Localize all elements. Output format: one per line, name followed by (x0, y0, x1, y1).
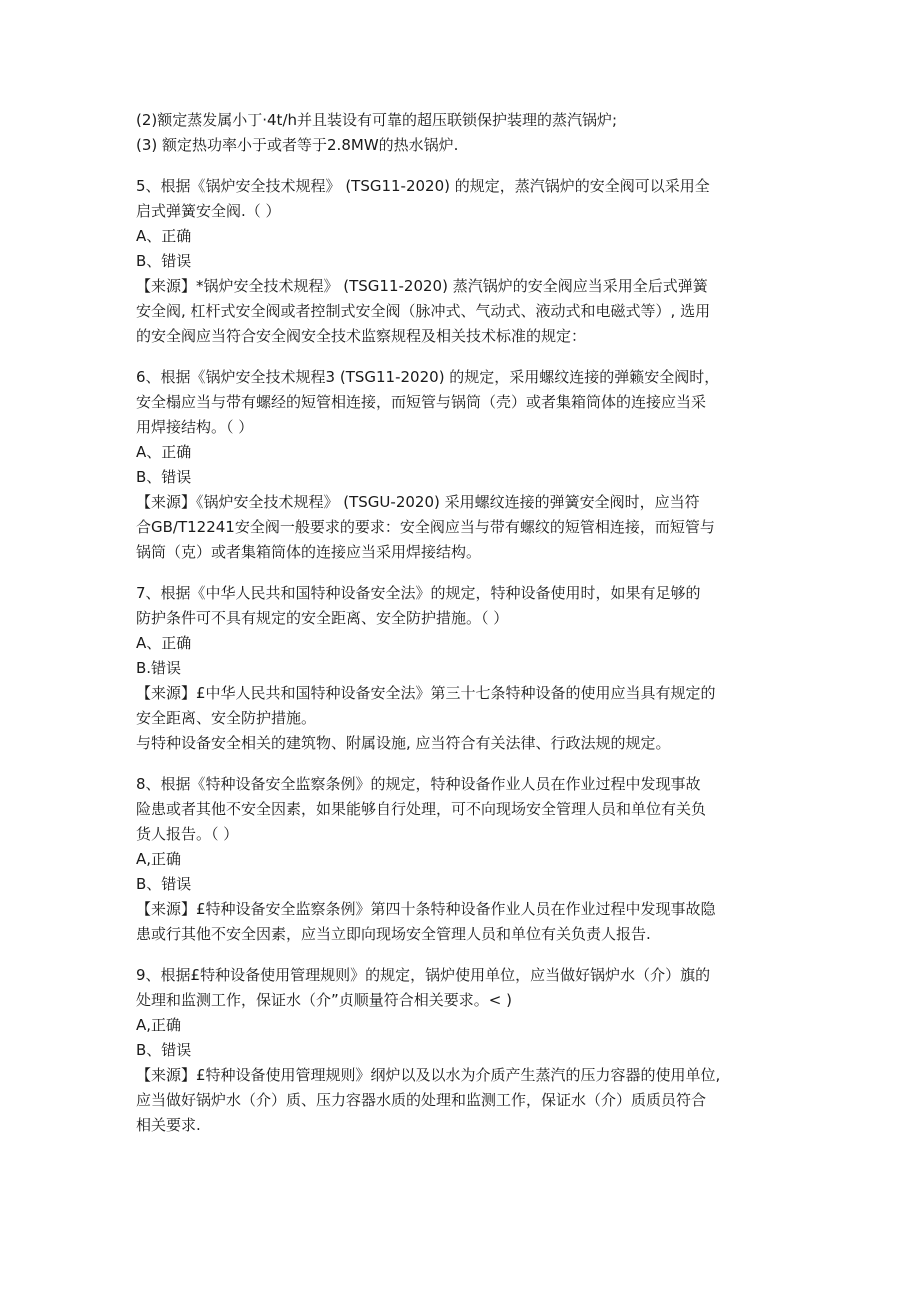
option-a: A、正确 (136, 443, 192, 461)
intro-line: (3) 额定热功率小于或者等于2.8MW的热水锅炉. (136, 136, 459, 154)
option-b: B、错误 (136, 468, 192, 486)
question-text: 防护条件可不具有规定的安全距离、安全防护措施。（ ） (136, 609, 509, 627)
question-5 (136, 174, 796, 349)
question-text: 启式弹簧安全阀.（ ） (136, 202, 281, 220)
option-b: B、错误 (136, 1041, 192, 1059)
question-text: 用焊接结构。（ ） (136, 418, 254, 436)
intro-line: (2)额定蒸发属小丁·4t/h并且装设有可靠的超压联锁保护装理的蒸汽锅炉; (136, 111, 618, 129)
question-text: 处理和监测工作，保证水（介”贞顺量符合相关要求。< ) (136, 991, 512, 1009)
question-9 (136, 963, 796, 1138)
source-text: 相关要求. (136, 1116, 201, 1134)
question-8 (136, 772, 796, 947)
question-text: 8、根据《特种设备安全监察条例》的规定，特种设备作业人员在作业过程中发现事故 (136, 775, 701, 793)
question-text: 险患或者其他不安全因素，如果能够自行处理，可不向现场安全管理人员和单位有关负 (136, 800, 707, 818)
option-a: A、正确 (136, 634, 192, 652)
question-text: 6、根据《锅炉安全技术规程3 (TSG11-2020) 的规定，采用螺纹连接的弹籁安全阀时， (136, 368, 720, 386)
source-text: 【来源】£中华人民共和国特种设备安全法》第三十七条特种设备的使用应当具有规定的 (136, 684, 716, 702)
source-text: 的安全阀应当符合安全阀安全技术监察规程及相关技术标准的规定： (136, 327, 587, 345)
intro-block (136, 108, 796, 158)
question-text: 5、根据《锅炉安全技术规程》 (TSG11-2020) 的规定，蒸汽锅炉的安全阀可以采用全 (136, 177, 710, 195)
question-text: 9、根据£特种设备使用管理规则》的规定，锅炉使用单位，应当做好锅炉水（介）旗的 (136, 966, 711, 984)
source-text: 锅筒（克）或者集箱筒体的连接应当采用焊接结构。 (136, 543, 482, 561)
source-text: 【来源】《锅炉安全技术规程》 (TSGU-2020) 采用螺纹连接的弹簧安全阀时，应当符 (136, 493, 700, 511)
source-text: 与特种设备安全相关的建筑物、附属设施, 应当符合有关法律、行政法规的规定。 (136, 734, 671, 752)
question-7 (136, 581, 796, 756)
document-body (136, 108, 796, 1138)
question-text: 7、根据《中华人民共和国特种设备安全法》的规定，特种设备使用时，如果有足够的 (136, 584, 701, 602)
question-6 (136, 365, 796, 565)
option-b: B、错误 (136, 252, 192, 270)
question-text: 安全榻应当与带有螺经的短管相连接，而短管与锅筒（壳）或者集箱筒体的连接应当采 (136, 393, 707, 411)
source-text: 患或行其他不安全因素，应当立即向现场安全管理人员和单位有关负责人报告. (136, 925, 651, 943)
source-text: 【来源】£特种设备安全监察条例》第四十条特种设备作业人员在作业过程中发现事故隐 (136, 900, 716, 918)
source-text: 应当做好锅炉水（介）质、压力容器水质的处理和监测工作，保证水（介）质质员符合 (136, 1091, 707, 1109)
option-b: B.错误 (136, 659, 182, 677)
option-b: B、错误 (136, 875, 192, 893)
source-text: 安全距离、安全防护措施。 (136, 709, 317, 727)
option-a: A,正确 (136, 1016, 182, 1034)
source-text: 【来源】*锅炉安全技术规程》 (TSG11-2020) 蒸汽锅炉的安全阀应当采用全后式弹簧 (136, 277, 708, 295)
option-a: A、正确 (136, 227, 192, 245)
question-text: 货人报告。（ ） (136, 825, 239, 843)
option-a: A,正确 (136, 850, 182, 868)
source-text: 安全阀, 杠杆式安全阀或者控制式安全阀（脉冲式、气动式、液动式和电磁式等）, 选用 (136, 302, 711, 320)
source-text: 合GB/T12241安全阀一般要求的要求：安全阀应当与带有螺纹的短管相连接，而短管与 (136, 518, 715, 536)
source-text: 【来源】£特种设备使用管理规则》纲炉以及以水为介质产生蒸汽的压力容器的使用单位, (136, 1066, 721, 1084)
